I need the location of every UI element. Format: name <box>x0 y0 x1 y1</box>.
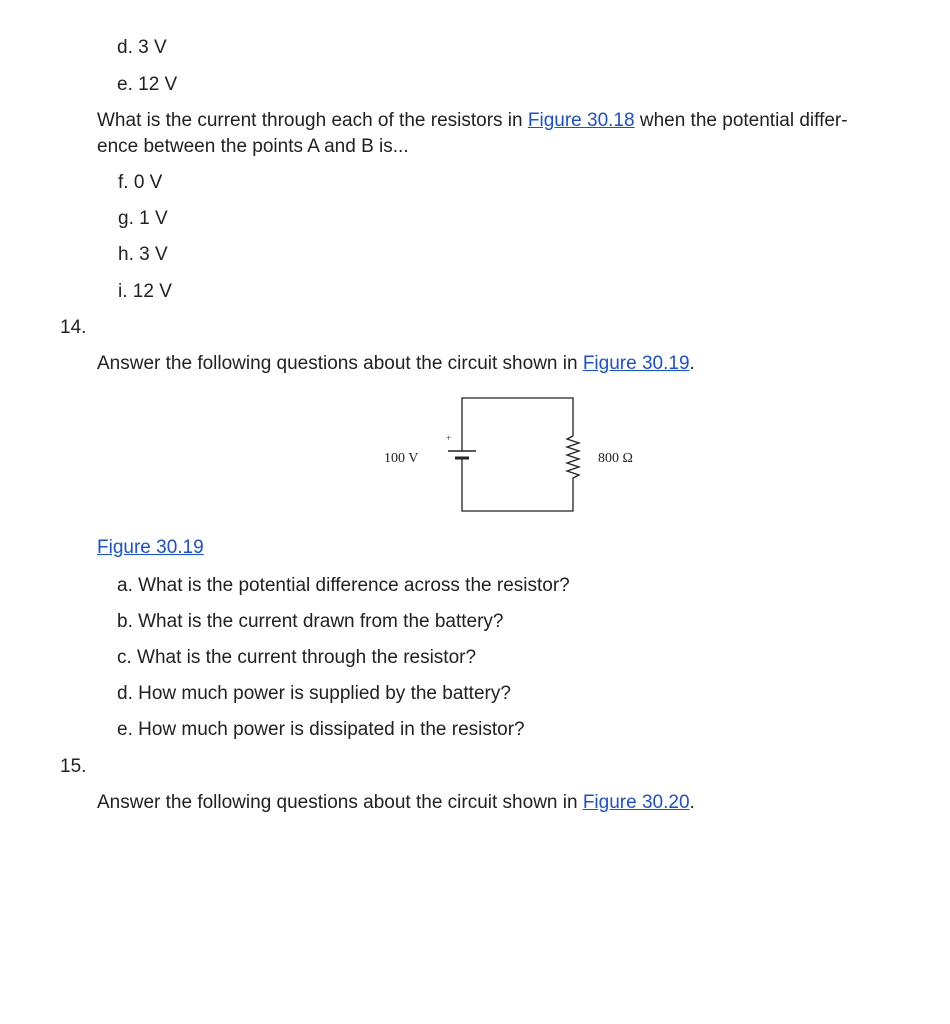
battery-label: 100 V <box>384 451 419 466</box>
subquestion-d: d. How much power is supplied by the battery? <box>117 683 511 704</box>
intro-period: . <box>689 353 695 374</box>
question-number-15: 15. <box>60 756 87 777</box>
question-text-cont: when the potential differ- <box>634 110 848 131</box>
option-d: d. 3 V <box>117 37 167 58</box>
question-text-line2: ence between the points A and B is... <box>97 136 409 157</box>
option-i: i. 12 V <box>118 281 172 302</box>
question-number-14: 14. <box>60 317 87 338</box>
intro-text: Answer the following questions about the circuit shown in <box>97 353 583 374</box>
subquestion-e: e. How much power is dissipated in the resistor? <box>117 719 525 740</box>
figure-30-19-caption-link[interactable]: Figure 30.19 <box>97 537 204 558</box>
circuit-figure <box>370 390 670 520</box>
subquestion-b: b. What is the current drawn from the battery? <box>117 611 504 632</box>
resistor-label: 800 Ω <box>598 451 633 466</box>
question-paragraph <box>97 108 937 160</box>
circuit-wire-bottom <box>462 464 573 511</box>
question14-intro <box>97 351 695 377</box>
intro-period: . <box>689 792 695 813</box>
figure-30-19-link[interactable]: Figure 30.19 <box>582 353 690 374</box>
subquestion-c: c. What is the current through the resistor? <box>117 647 477 668</box>
question15-intro <box>97 790 695 816</box>
figure-30-18-link[interactable]: Figure 30.18 <box>527 110 635 131</box>
option-g: g. 1 V <box>118 208 168 229</box>
resistor-symbol <box>567 436 579 482</box>
figure-caption <box>97 535 204 561</box>
circuit-wire-top <box>462 398 573 444</box>
option-h: h. 3 V <box>118 244 168 265</box>
question-text: What is the current through each of the resistors in <box>97 110 528 131</box>
option-f: f. 0 V <box>118 172 163 193</box>
battery-plus-sign: + <box>446 433 452 443</box>
subquestion-a: a. What is the potential difference across the resistor? <box>117 575 570 596</box>
option-e: e. 12 V <box>117 74 178 95</box>
figure-30-20-link[interactable]: Figure 30.20 <box>582 792 690 813</box>
intro-text: Answer the following questions about the circuit shown in <box>97 792 583 813</box>
